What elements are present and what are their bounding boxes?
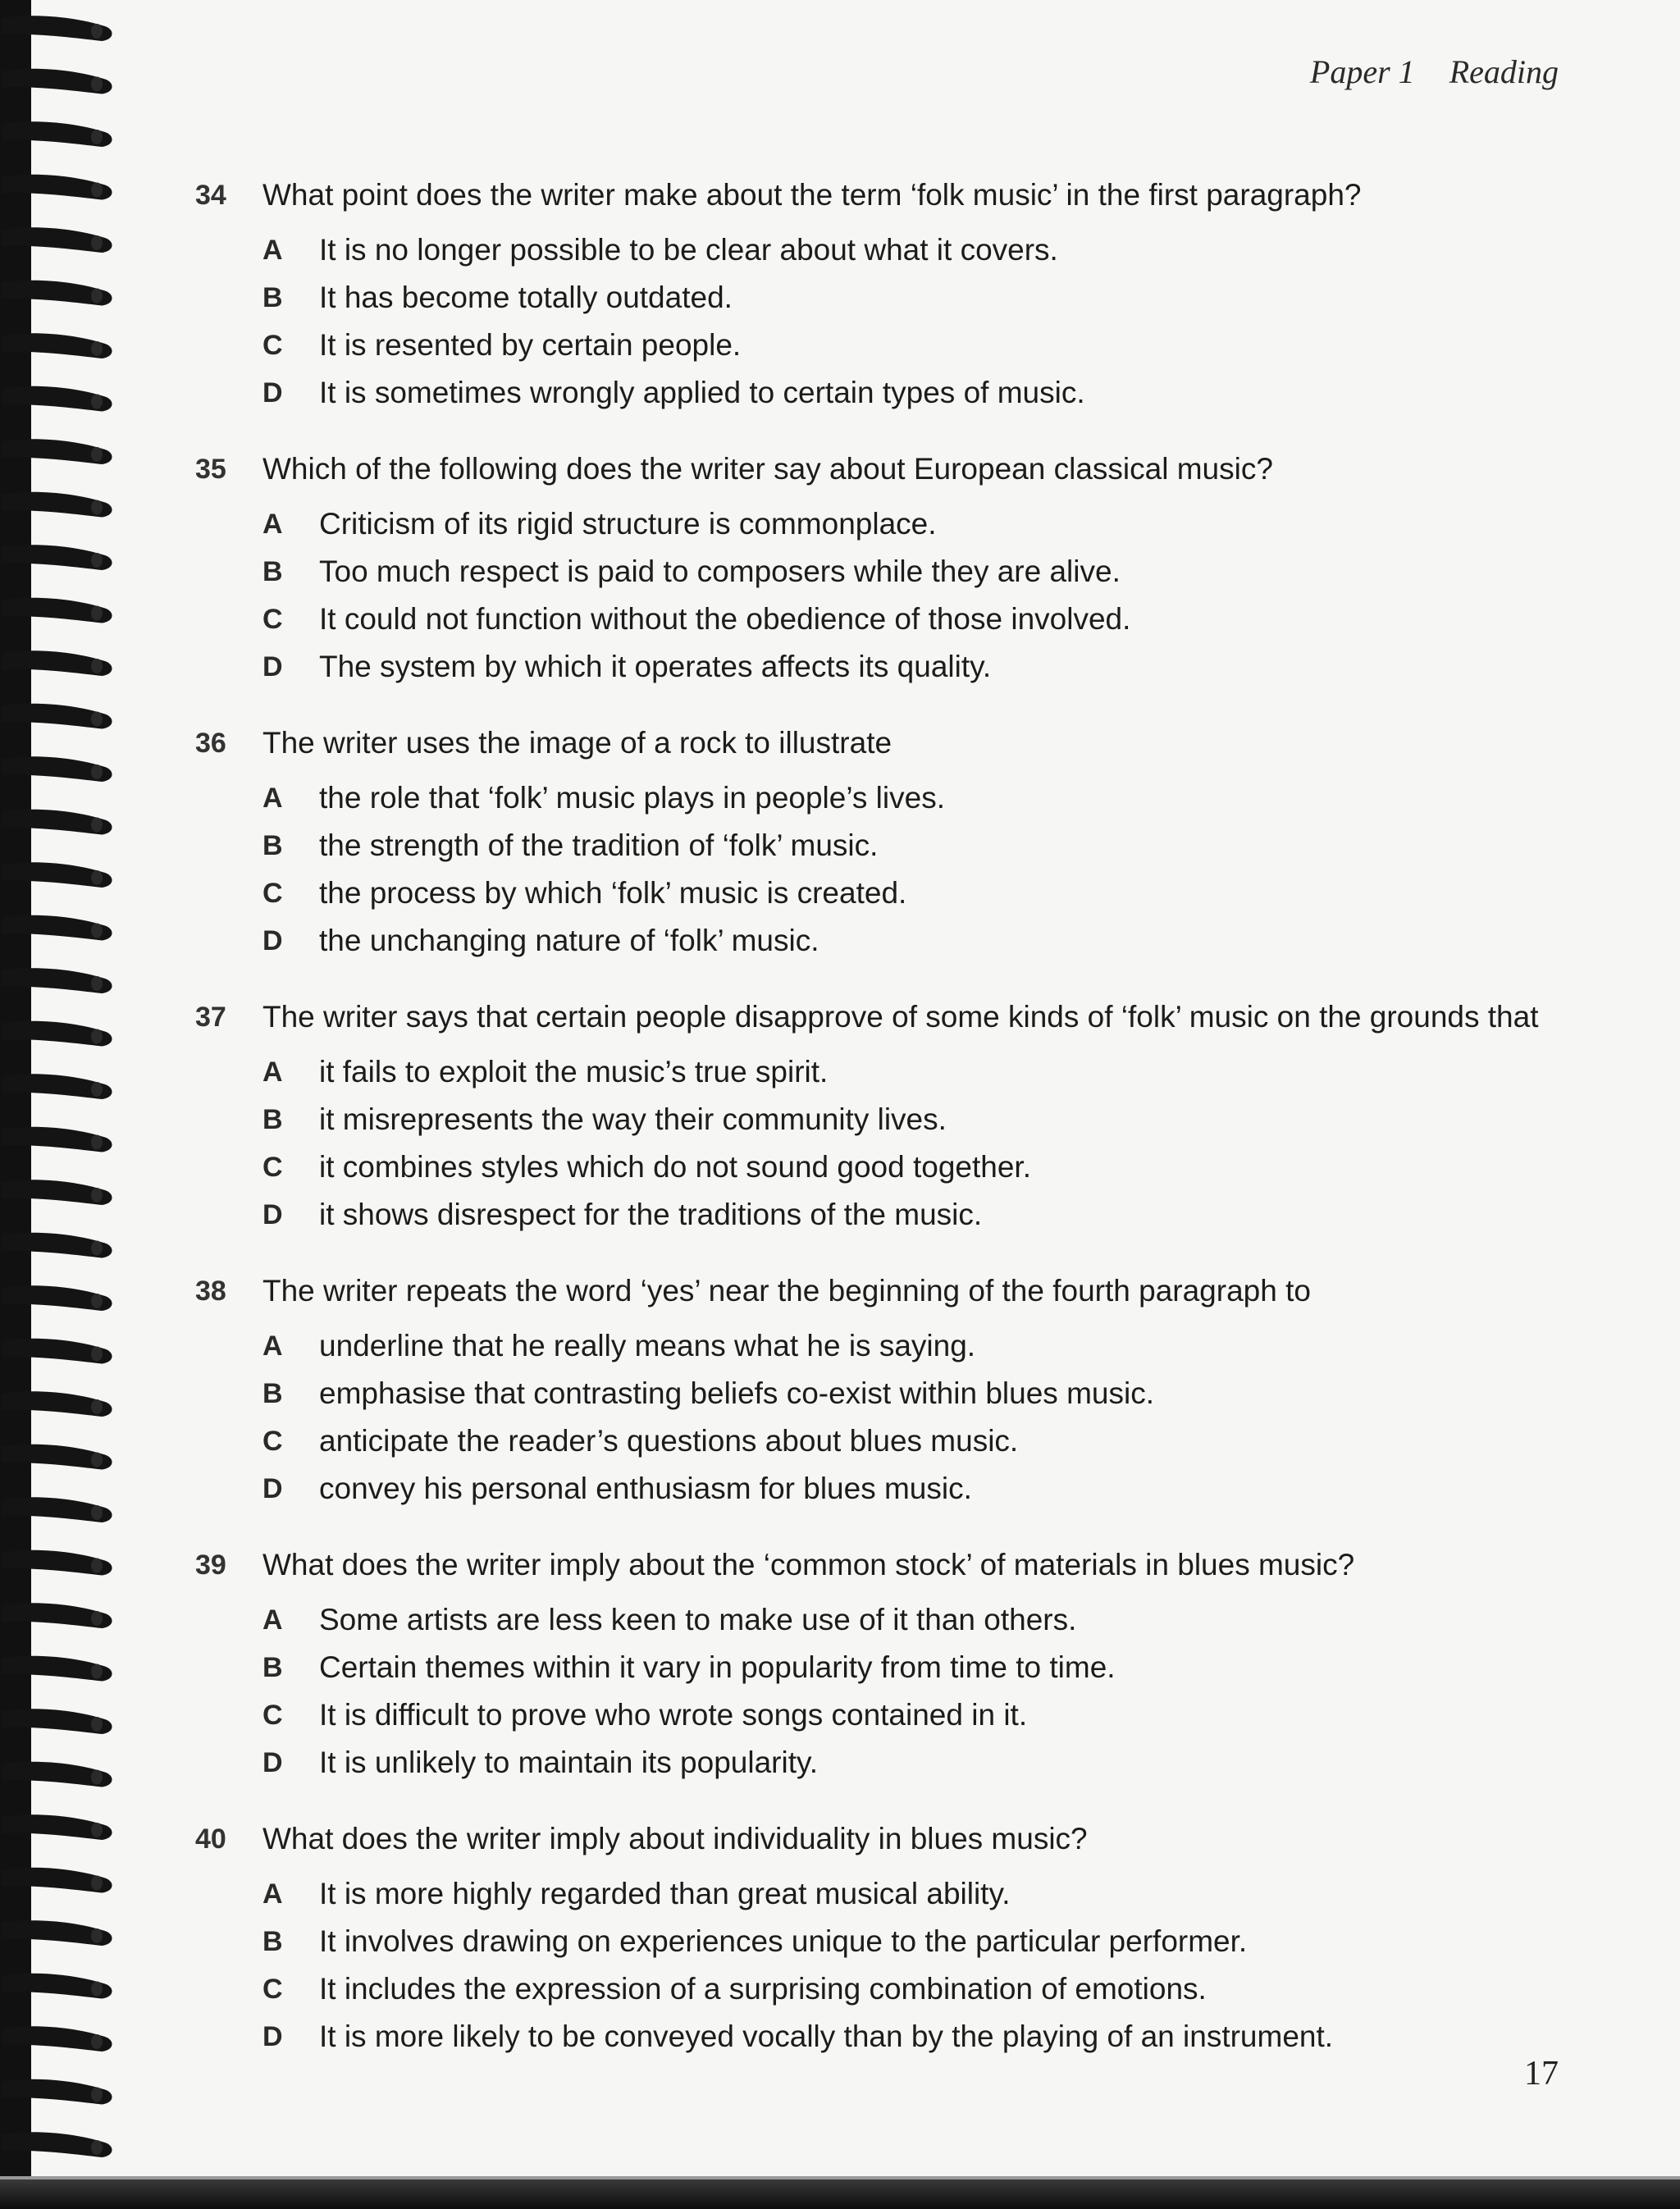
question-38 — [195, 1270, 1573, 1513]
option-text: Criticism of its rigid structure is commonplace. — [319, 507, 937, 541]
binding-hole — [91, 1664, 103, 1679]
option-list — [195, 1596, 1573, 1787]
binding-hole — [91, 77, 103, 92]
option-b — [195, 822, 1573, 869]
binding-hole — [91, 24, 103, 39]
binding-hole — [91, 289, 103, 304]
binding-hole — [91, 1399, 103, 1414]
option-letter: D — [262, 925, 283, 956]
option-a — [195, 1596, 1573, 1644]
binding-hole — [91, 1347, 103, 1362]
option-text: the process by which ‘folk’ music is created. — [319, 876, 907, 910]
option-d — [195, 2013, 1573, 2061]
option-text: it fails to exploit the music’s true spirit. — [319, 1055, 829, 1089]
question-36 — [195, 722, 1573, 965]
binding-hole — [91, 1135, 103, 1150]
running-head-paper: Paper 1 — [1309, 53, 1415, 90]
spiral-binding-graphic — [0, 0, 123, 2209]
option-letter: B — [262, 1926, 283, 1957]
binding-hole — [91, 235, 103, 250]
option-c — [195, 1143, 1573, 1191]
option-text: It is more highly regarded than great musical ability. — [319, 1877, 1011, 1910]
binding-hole — [91, 924, 103, 938]
option-b — [195, 1096, 1573, 1143]
question-34 — [195, 174, 1573, 417]
binding-hole — [91, 818, 103, 833]
binding-hole — [91, 870, 103, 885]
question-text: The writer repeats the word ‘yes’ near the beginning of the fourth paragraph to — [262, 1274, 1311, 1308]
binding-hole — [91, 500, 103, 515]
option-letter: A — [262, 1330, 283, 1362]
binding-hole — [91, 712, 103, 727]
option-b — [195, 1644, 1573, 1691]
option-list — [195, 500, 1573, 691]
question-list — [195, 174, 1573, 2092]
question-40 — [195, 1818, 1573, 2061]
option-text: anticipate the reader’s questions about blues music. — [319, 1424, 1019, 1458]
option-list — [195, 1870, 1573, 2061]
option-letter: A — [262, 1878, 283, 1910]
binding-hole — [91, 1505, 103, 1520]
option-letter: A — [262, 509, 283, 540]
option-text: It is resented by certain people. — [319, 328, 742, 362]
option-letter: B — [262, 1104, 283, 1135]
binding-hole — [91, 447, 103, 462]
option-text: emphasise that contrasting beliefs co-exist within blues music. — [319, 1376, 1154, 1410]
binding-hole — [91, 1876, 103, 1891]
option-letter: D — [262, 1199, 283, 1230]
option-letter: D — [262, 377, 283, 408]
option-text: It is more likely to be conveyed vocally than by the playing of an instrument. — [319, 2020, 1334, 2053]
binding-hole — [91, 1241, 103, 1256]
question-text: The writer uses the image of a rock to illustrate — [262, 726, 892, 760]
question-text: The writer says that certain people disapprove of some kinds of ‘folk’ music on the grounds that — [262, 1000, 1539, 1034]
option-letter: D — [262, 1747, 283, 1778]
option-text: the role that ‘folk’ music plays in people’s lives. — [319, 781, 945, 815]
option-text: the strength of the tradition of ‘folk’ music. — [319, 828, 879, 862]
option-b — [195, 274, 1573, 322]
question-stem — [195, 1270, 1573, 1312]
option-letter: A — [262, 1057, 283, 1088]
binding-hole — [91, 1770, 103, 1785]
question-number: 40 — [195, 1823, 226, 1855]
question-text: What does the writer imply about the ‘common stock’ of materials in blues music? — [262, 1548, 1355, 1581]
option-text: It could not function without the obedience of those involved. — [319, 602, 1131, 636]
option-text: It involves drawing on experiences unique to the particular performer. — [319, 1924, 1248, 1958]
option-c — [195, 322, 1573, 369]
option-d — [195, 917, 1573, 965]
option-d — [195, 1739, 1573, 1787]
binding-hole — [91, 2140, 103, 2155]
option-text: The system by which it operates affects its quality. — [319, 650, 992, 683]
binding-hole — [91, 606, 103, 621]
option-list — [195, 1048, 1573, 1239]
question-stem — [195, 1818, 1573, 1860]
binding-hole — [91, 1082, 103, 1097]
option-text: Some artists are less keen to make use of it than others. — [319, 1603, 1077, 1636]
binding-hole — [91, 1982, 103, 1997]
option-a — [195, 1322, 1573, 1370]
desk-shadow-strip — [0, 2179, 1680, 2209]
binding-hole — [91, 976, 103, 991]
question-37 — [195, 996, 1573, 1239]
question-number: 37 — [195, 1002, 226, 1033]
option-c — [195, 596, 1573, 643]
option-d — [195, 1191, 1573, 1239]
binding-hole — [91, 1029, 103, 1044]
option-text: It is difficult to prove who wrote songs contained in it. — [319, 1698, 1028, 1732]
question-number: 36 — [195, 728, 226, 759]
question-number: 39 — [195, 1549, 226, 1581]
binding-hole — [91, 183, 103, 198]
option-b — [195, 1370, 1573, 1417]
option-letter: A — [262, 783, 283, 814]
question-number: 38 — [195, 1276, 226, 1307]
binding-hole — [91, 1611, 103, 1626]
binding-hole — [91, 659, 103, 673]
binding-hole — [91, 2088, 103, 2102]
option-text: It is unlikely to maintain its popularity. — [319, 1746, 819, 1779]
question-39 — [195, 1544, 1573, 1787]
option-a — [195, 1048, 1573, 1096]
option-c — [195, 1965, 1573, 2013]
option-d — [195, 369, 1573, 417]
binding-hole — [91, 1559, 103, 1573]
binding-hole — [91, 1453, 103, 1467]
question-stem — [195, 1544, 1573, 1586]
option-d — [195, 1465, 1573, 1513]
option-c — [195, 1691, 1573, 1739]
option-text: It includes the expression of a surprising combination of emotions. — [319, 1972, 1207, 2006]
page-number: 17 — [1524, 2055, 1559, 2093]
option-letter: B — [262, 830, 283, 861]
option-a — [195, 226, 1573, 274]
option-letter: B — [262, 1652, 283, 1683]
option-text: the unchanging nature of ‘folk’ music. — [319, 924, 819, 957]
question-text: Which of the following does the writer say about European classical music? — [262, 452, 1273, 486]
option-text: Certain themes within it vary in popularity from time to time. — [319, 1650, 1116, 1684]
binding-hole — [91, 1928, 103, 1943]
option-a — [195, 1870, 1573, 1918]
spiral-binding — [0, 0, 123, 2209]
option-a — [195, 774, 1573, 822]
binding-hole — [91, 1294, 103, 1308]
question-number: 34 — [195, 180, 226, 211]
question-35 — [195, 448, 1573, 691]
question-stem — [195, 996, 1573, 1038]
option-list — [195, 1322, 1573, 1513]
question-text: What does the writer imply about individuality in blues music? — [262, 1822, 1088, 1855]
option-text: convey his personal enthusiasm for blues music. — [319, 1472, 972, 1505]
option-b — [195, 1918, 1573, 1965]
question-stem — [195, 174, 1573, 217]
option-text: It is sometimes wrongly applied to certain types of music. — [319, 376, 1085, 409]
option-letter: D — [262, 1473, 283, 1504]
option-letter: A — [262, 1604, 283, 1636]
option-letter: C — [262, 330, 283, 361]
option-text: It is no longer possible to be clear about what it covers. — [319, 233, 1058, 267]
option-letter: C — [262, 1426, 283, 1457]
question-text: What point does the writer make about the term ‘folk music’ in the first paragraph? — [262, 178, 1362, 212]
option-letter: C — [262, 1152, 283, 1183]
running-head-section: Reading — [1449, 53, 1559, 90]
option-a — [195, 500, 1573, 548]
option-letter: C — [262, 604, 283, 635]
option-list — [195, 774, 1573, 965]
option-list — [195, 226, 1573, 417]
option-c — [195, 1417, 1573, 1465]
option-text: it misrepresents the way their community lives. — [319, 1102, 947, 1136]
option-text: It has become totally outdated. — [319, 281, 733, 314]
option-text: Too much respect is paid to composers while they are alive. — [319, 555, 1121, 588]
option-text: it combines styles which do not sound good together. — [319, 1150, 1031, 1184]
option-letter: D — [262, 2021, 283, 2052]
option-text: underline that he really means what he is saying. — [319, 1329, 976, 1362]
binding-hole — [91, 130, 103, 144]
binding-hole — [91, 1188, 103, 1203]
option-letter: D — [262, 651, 283, 682]
binding-hole — [91, 553, 103, 568]
binding-hole — [91, 1823, 103, 1837]
binding-hole — [91, 764, 103, 779]
option-letter: B — [262, 556, 283, 587]
option-d — [195, 643, 1573, 691]
option-letter: B — [262, 1378, 283, 1409]
option-letter: C — [262, 1974, 283, 2005]
binding-hole — [91, 2034, 103, 2049]
option-letter: B — [262, 282, 283, 313]
option-b — [195, 548, 1573, 596]
running-head — [1310, 52, 1559, 91]
question-stem — [195, 722, 1573, 764]
option-letter: A — [262, 235, 283, 266]
binding-hole — [91, 341, 103, 356]
option-c — [195, 869, 1573, 917]
binding-hole — [91, 1717, 103, 1732]
binding-hole — [91, 395, 103, 409]
question-stem — [195, 448, 1573, 491]
question-number: 35 — [195, 454, 226, 485]
option-letter: C — [262, 1700, 283, 1731]
option-letter: C — [262, 878, 283, 909]
option-text: it shows disrespect for the traditions of the music. — [319, 1198, 983, 1231]
